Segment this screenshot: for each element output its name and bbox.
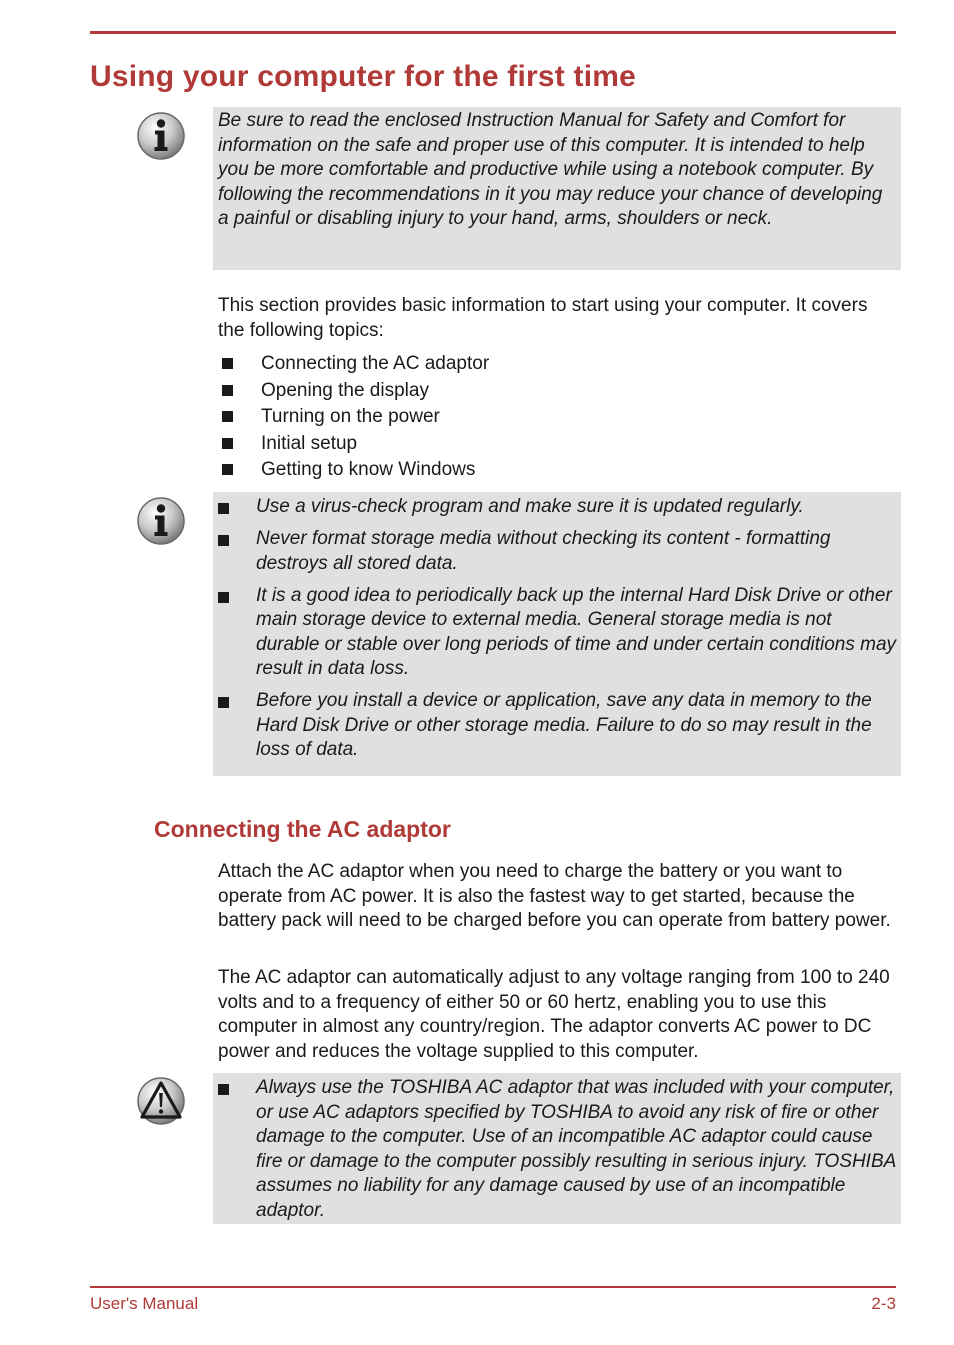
list-item: Before you install a device or application, save any data in memory to the Hard Disk Drive or other storage media. Failure to do so may result in the loss of data. xyxy=(213,689,897,763)
warning-triangle-icon xyxy=(136,1076,186,1126)
section-paragraph: The AC adaptor can automatically adjust to any voltage ranging from 100 to 240 volts and to a frequency of either 50 or 60 hertz, enabling you to use this computer in almost any country/region. The adaptor converts AC power to DC power and reduces the voltage supplied to this computer. xyxy=(218,967,890,1062)
bottom-rule xyxy=(90,1286,896,1288)
page-number: 2-3 xyxy=(871,1294,896,1313)
list-item: Use a virus-check program and make sure it is updated regularly. xyxy=(213,495,897,520)
info-icon xyxy=(136,496,186,546)
topic-list xyxy=(218,351,898,484)
note-box xyxy=(213,492,901,776)
footer-title: User's Manual xyxy=(90,1294,199,1313)
bullet xyxy=(222,385,233,396)
bullet xyxy=(218,1084,229,1095)
list-item: Getting to know Windows xyxy=(218,457,898,484)
section-paragraph: Attach the AC adaptor when you need to charge the battery or you want to operate from AC power. It is also the fastest way to get started, because the battery pack will need to be charged before you can operate from battery power. xyxy=(218,861,891,931)
list-item: Opening the display xyxy=(218,378,898,405)
bullet xyxy=(222,464,233,475)
bullet xyxy=(218,503,229,514)
bullet xyxy=(218,535,229,546)
list-item: Connecting the AC adaptor xyxy=(218,351,898,378)
note-box xyxy=(213,107,901,270)
list-item: Never format storage media without checking its content - formatting destroys all stored data. xyxy=(213,527,897,576)
list-item: Turning on the power xyxy=(218,404,898,431)
bullet xyxy=(218,697,229,708)
page-title: Using your computer for the first time xyxy=(90,60,636,93)
intro-paragraph: This section provides basic information to start using your computer. It covers the following topics: xyxy=(218,295,868,341)
bullet xyxy=(222,358,233,369)
bullet xyxy=(222,411,233,422)
warning-list xyxy=(213,1076,897,1223)
bullet xyxy=(218,592,229,603)
bullet xyxy=(222,438,233,449)
list-item: Always use the TOSHIBA AC adaptor that was included with your computer, or use AC adaptors specified by TOSHIBA to avoid any risk of fire or other damage to the computer. Use of an incompatible AC adaptor could cause fire or damage to the computer possibly resulting in serious injury. TOSHIBA assumes no liability for any damage caused by use of an incompatible adaptor. xyxy=(213,1076,897,1223)
list-item: Initial setup xyxy=(218,431,898,458)
note-list xyxy=(213,495,897,763)
list-item: It is a good idea to periodically back up the internal Hard Disk Drive or other main storage device to external media. General storage media is not durable or stable over long periods of time and under certain conditions may result in data loss. xyxy=(213,584,897,682)
top-rule xyxy=(90,31,896,34)
section-heading: Connecting the AC adaptor xyxy=(154,816,451,842)
info-icon xyxy=(136,111,186,161)
note-text: Be sure to read the enclosed Instruction Manual for Safety and Comfort for information on the safe and proper use of this computer. It is intended to help you be more comfortable and productive while using a notebook computer. By following the recommendations in it you may reduce your chance of developing a painful or disabling injury to your hand, arms, shoulders or neck. xyxy=(218,110,883,229)
warning-box xyxy=(213,1073,901,1224)
